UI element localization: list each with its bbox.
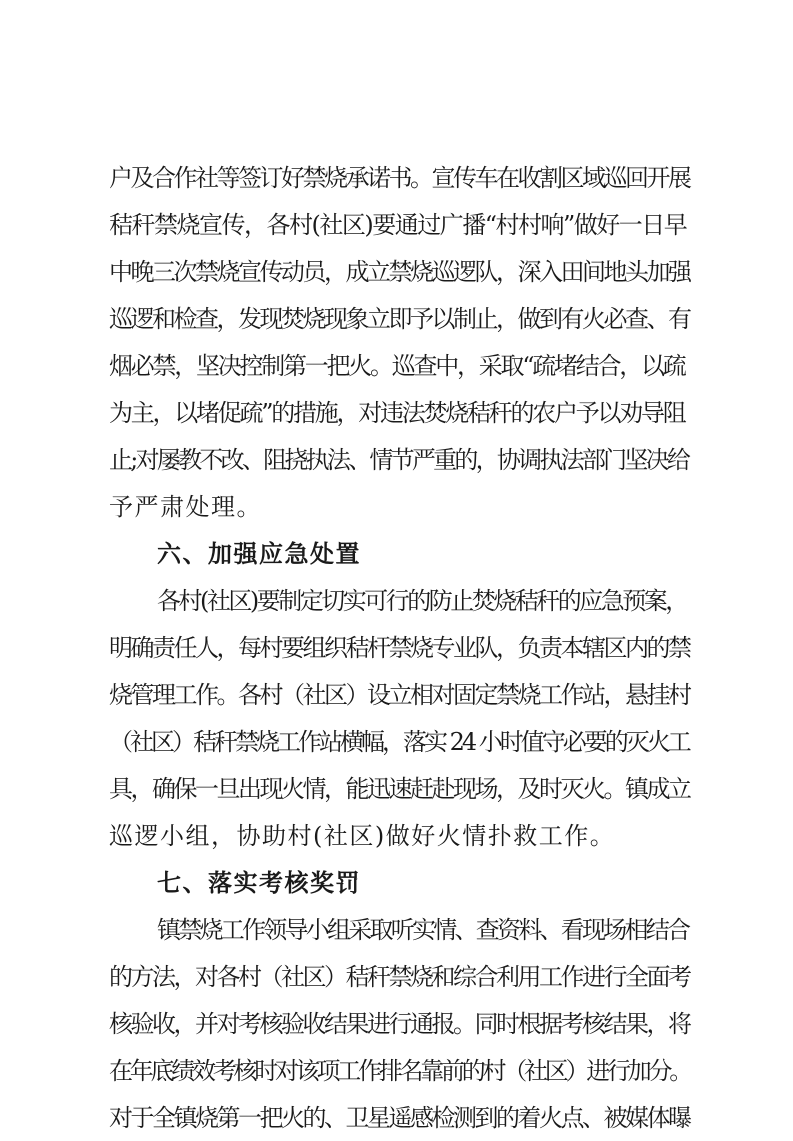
paragraph-line <box>0 1095 793 1141</box>
paragraph-line <box>0 296 793 342</box>
line-text: 明确责任人，每村要组织秸杆禁烧专业队，负责本辖区内的禁 <box>109 634 690 662</box>
paragraph-line <box>0 1001 793 1047</box>
line-text: 各村(社区)要制定切实可行的防止焚烧秸秆的应急预案， <box>157 587 687 615</box>
line-text: 户及合作社等签订好禁烧承诺书。宣传车在收割区域巡回开展 <box>109 164 690 192</box>
paragraph-line <box>0 1048 793 1094</box>
section-heading <box>0 860 793 906</box>
section-heading-text: 七、落实考核奖罚 <box>157 869 361 897</box>
paragraph-line <box>0 672 793 718</box>
paragraph-line <box>0 249 793 295</box>
paragraph-line <box>0 813 793 859</box>
paragraph-line <box>0 343 793 389</box>
paragraph-line <box>0 437 793 483</box>
paragraph-line <box>0 390 793 436</box>
paragraph-line <box>0 766 793 812</box>
paragraph-line <box>0 484 793 530</box>
paragraph-line <box>0 719 793 765</box>
paragraph-line <box>0 907 793 953</box>
line-text: （社区）秸秆禁烧工作站横幅，落实 24 小时值守必要的灭火工 <box>109 728 689 756</box>
line-text: 止;对屡教不改、阻挠执法、情节严重的，协调执法部门坚决给 <box>109 446 689 474</box>
line-text: 秸秆禁烧宣传，各村(社区)要通过广播“村村响”做好一日早 <box>109 211 687 239</box>
line-text: 对于全镇烧第一把火的、卫星遥感检测到的着火点、被媒体曝 <box>109 1104 690 1132</box>
line-text: 予严肃处理。 <box>109 493 262 521</box>
line-text: 核验收，并对考核验收结果进行通报。同时根据考核结果，将 <box>109 1010 690 1038</box>
section-heading-text: 六、加强应急处置 <box>157 540 361 568</box>
paragraph-line <box>0 954 793 1000</box>
line-text: 烧管理工作。各村（社区）设立相对固定禁烧工作站，悬挂村 <box>109 681 690 709</box>
line-text: 中晚三次禁烧宣传动员，成立禁烧巡逻队，深入田间地头加强 <box>109 258 690 286</box>
line-text: 巡逻和检查，发现焚烧现象立即予以制止，做到有火必查、有 <box>109 305 690 333</box>
line-text: 巡逻小组，协助村(社区)做好火情扑救工作。 <box>109 822 616 850</box>
line-text: 的方法，对各村（社区）秸秆禁烧和综合利用工作进行全面考 <box>109 963 690 991</box>
paragraph-line <box>0 578 793 624</box>
line-text: 具，确保一旦出现火情，能迅速赶赴现场，及时灭火。镇成立 <box>109 775 690 803</box>
line-text: 烟必禁，坚决控制第一把火。巡查中，采取“疏堵结合，以疏 <box>109 352 685 380</box>
paragraph-line <box>0 625 793 671</box>
paragraph-line <box>0 202 793 248</box>
line-text: 在年底绩效考核时对该项工作排名靠前的村（社区）进行加分。 <box>109 1057 690 1085</box>
section-heading <box>0 531 793 577</box>
paragraph-line <box>0 155 793 201</box>
line-text: 镇禁烧工作领导小组采取听实情、查资料、看现场相结合 <box>157 916 689 944</box>
line-text: 为主，以堵促疏”的措施，对违法焚烧秸秆的农户予以劝导阻 <box>109 399 685 427</box>
